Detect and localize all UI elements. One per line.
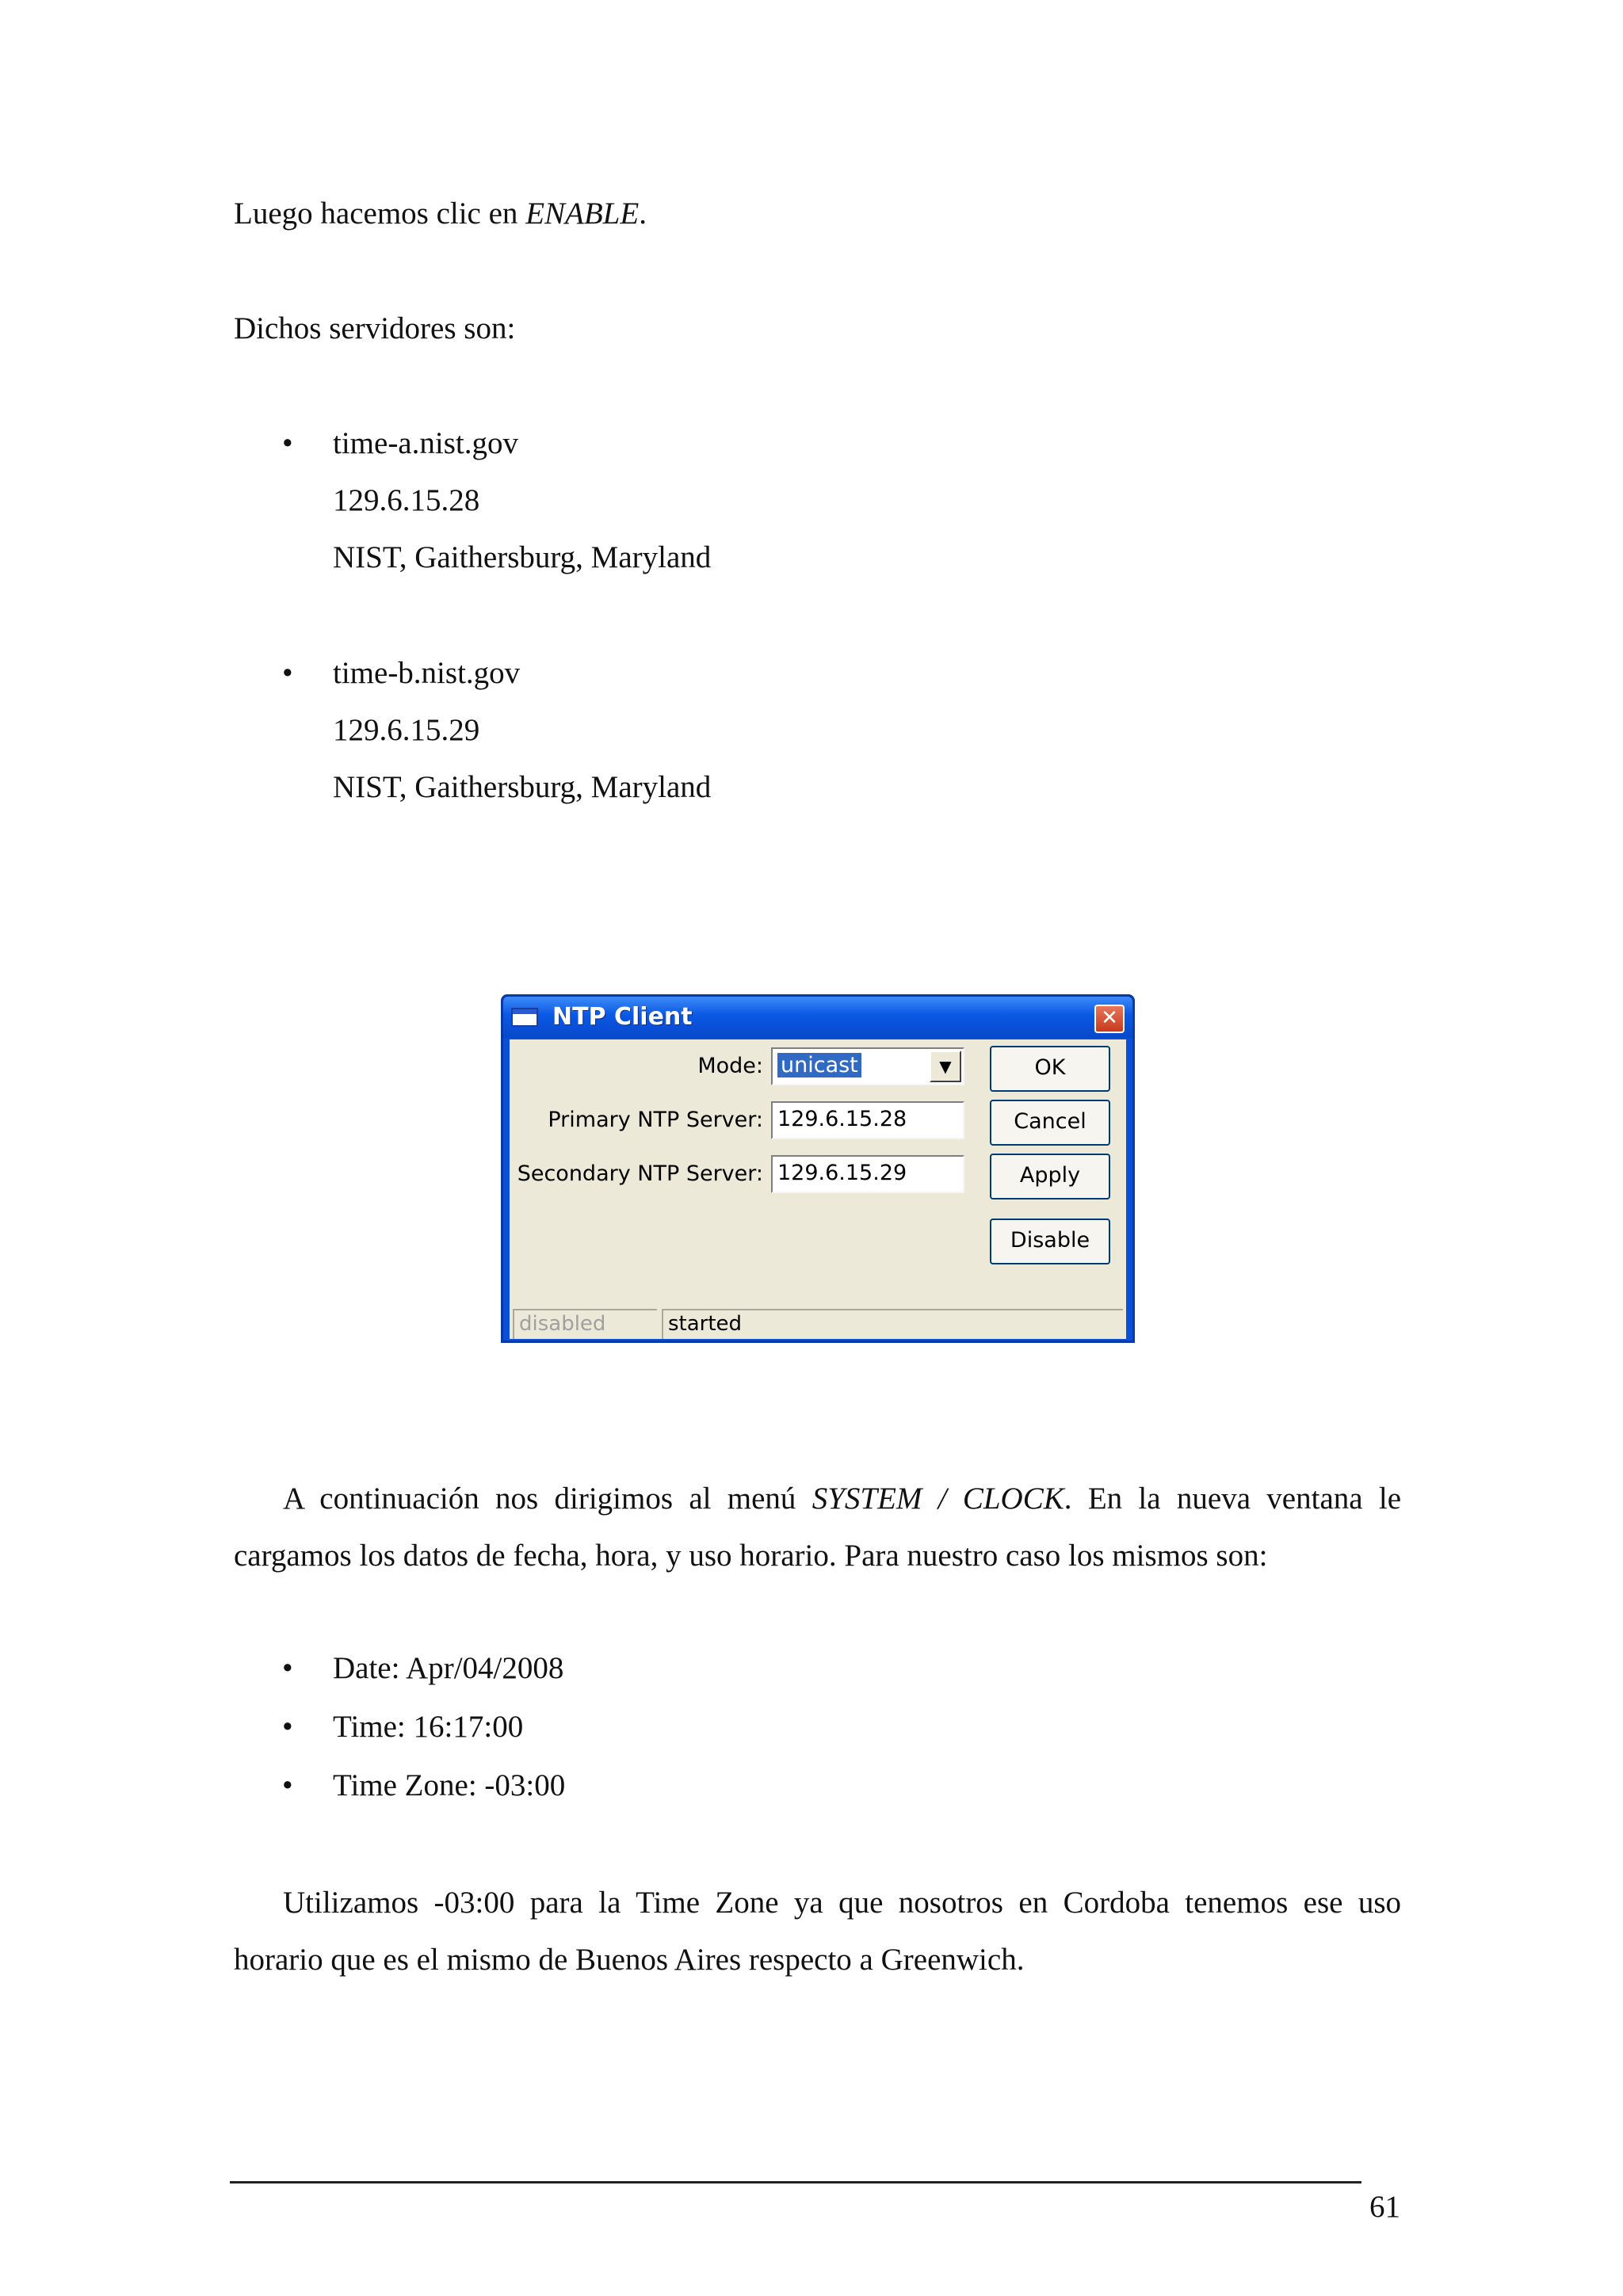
cancel-button[interactable]: Cancel (990, 1100, 1110, 1146)
clock-paragraph (234, 1470, 1401, 1585)
timezone-paragraph-line: Utilizamos -03:00 para la Time Zone ya que nosotros en Cordoba tenemos ese uso (283, 1886, 1401, 1920)
page-number: 61 (1369, 2190, 1400, 2224)
chevron-down-icon[interactable]: ▼ (930, 1051, 961, 1082)
timezone-paragraph-line: horario que es el mismo de Buenos Aires respecto a Greenwich. (234, 1943, 1025, 1977)
status-enabled-state: disabled (513, 1309, 657, 1339)
close-icon[interactable]: ✕ (1094, 1005, 1125, 1033)
bullet-icon: • (282, 1651, 293, 1685)
footer-rule (230, 2181, 1361, 2183)
apply-button[interactable]: Apply (990, 1154, 1110, 1199)
system-clock-emphasis: SYSTEM / CLOCK (812, 1482, 1064, 1516)
server-host: time-a.nist.gov (333, 426, 518, 460)
timezone-item: Time Zone: -03:00 (333, 1768, 566, 1802)
dialog-titlebar[interactable] (503, 997, 1132, 1038)
server-ip: 129.6.15.29 (333, 713, 480, 747)
dialog-title: NTP Client (552, 1003, 693, 1031)
mode-value: unicast (777, 1053, 861, 1077)
servers-heading: Dichos servidores son: (234, 311, 516, 345)
dialog-body (510, 1039, 1126, 1339)
mode-label: Mode: (697, 1054, 763, 1078)
primary-ntp-input[interactable]: 129.6.15.28 (771, 1101, 964, 1139)
status-run-state: started (662, 1309, 1123, 1339)
bullet-icon: • (282, 656, 293, 690)
clock-paragraph-line: A continuación nos dirigimos al menú SYSTEM / CLOCK. En la nueva ventana le (283, 1482, 1402, 1516)
bullet-icon: • (282, 1768, 293, 1802)
bullet-icon: • (282, 426, 293, 460)
secondary-ntp-input[interactable]: 129.6.15.29 (771, 1155, 964, 1193)
bullet-icon: • (282, 1710, 293, 1744)
time-item: Time: 16:17:00 (333, 1710, 524, 1744)
intro-line: Luego hacemos clic en ENABLE. (234, 196, 647, 231)
server-location: NIST, Gaithersburg, Maryland (333, 770, 712, 804)
server-location: NIST, Gaithersburg, Maryland (333, 540, 712, 574)
clock-paragraph-line: cargamos los datos de fecha, hora, y uso horario. Para nuestro caso los mismos son: (234, 1539, 1268, 1573)
disable-button[interactable]: Disable (990, 1219, 1110, 1264)
server-ip: 129.6.15.28 (333, 483, 480, 517)
ok-button[interactable]: OK (990, 1046, 1110, 1092)
date-item: Date: Apr/04/2008 (333, 1651, 564, 1685)
window-icon (511, 1008, 538, 1027)
timezone-paragraph (234, 1875, 1401, 1989)
mode-select[interactable] (771, 1047, 964, 1085)
enable-emphasis: ENABLE (525, 196, 640, 231)
secondary-ntp-label: Secondary NTP Server: (517, 1161, 763, 1186)
primary-ntp-label: Primary NTP Server: (548, 1108, 763, 1132)
ntp-client-dialog (501, 994, 1135, 1343)
server-host: time-b.nist.gov (333, 656, 521, 690)
